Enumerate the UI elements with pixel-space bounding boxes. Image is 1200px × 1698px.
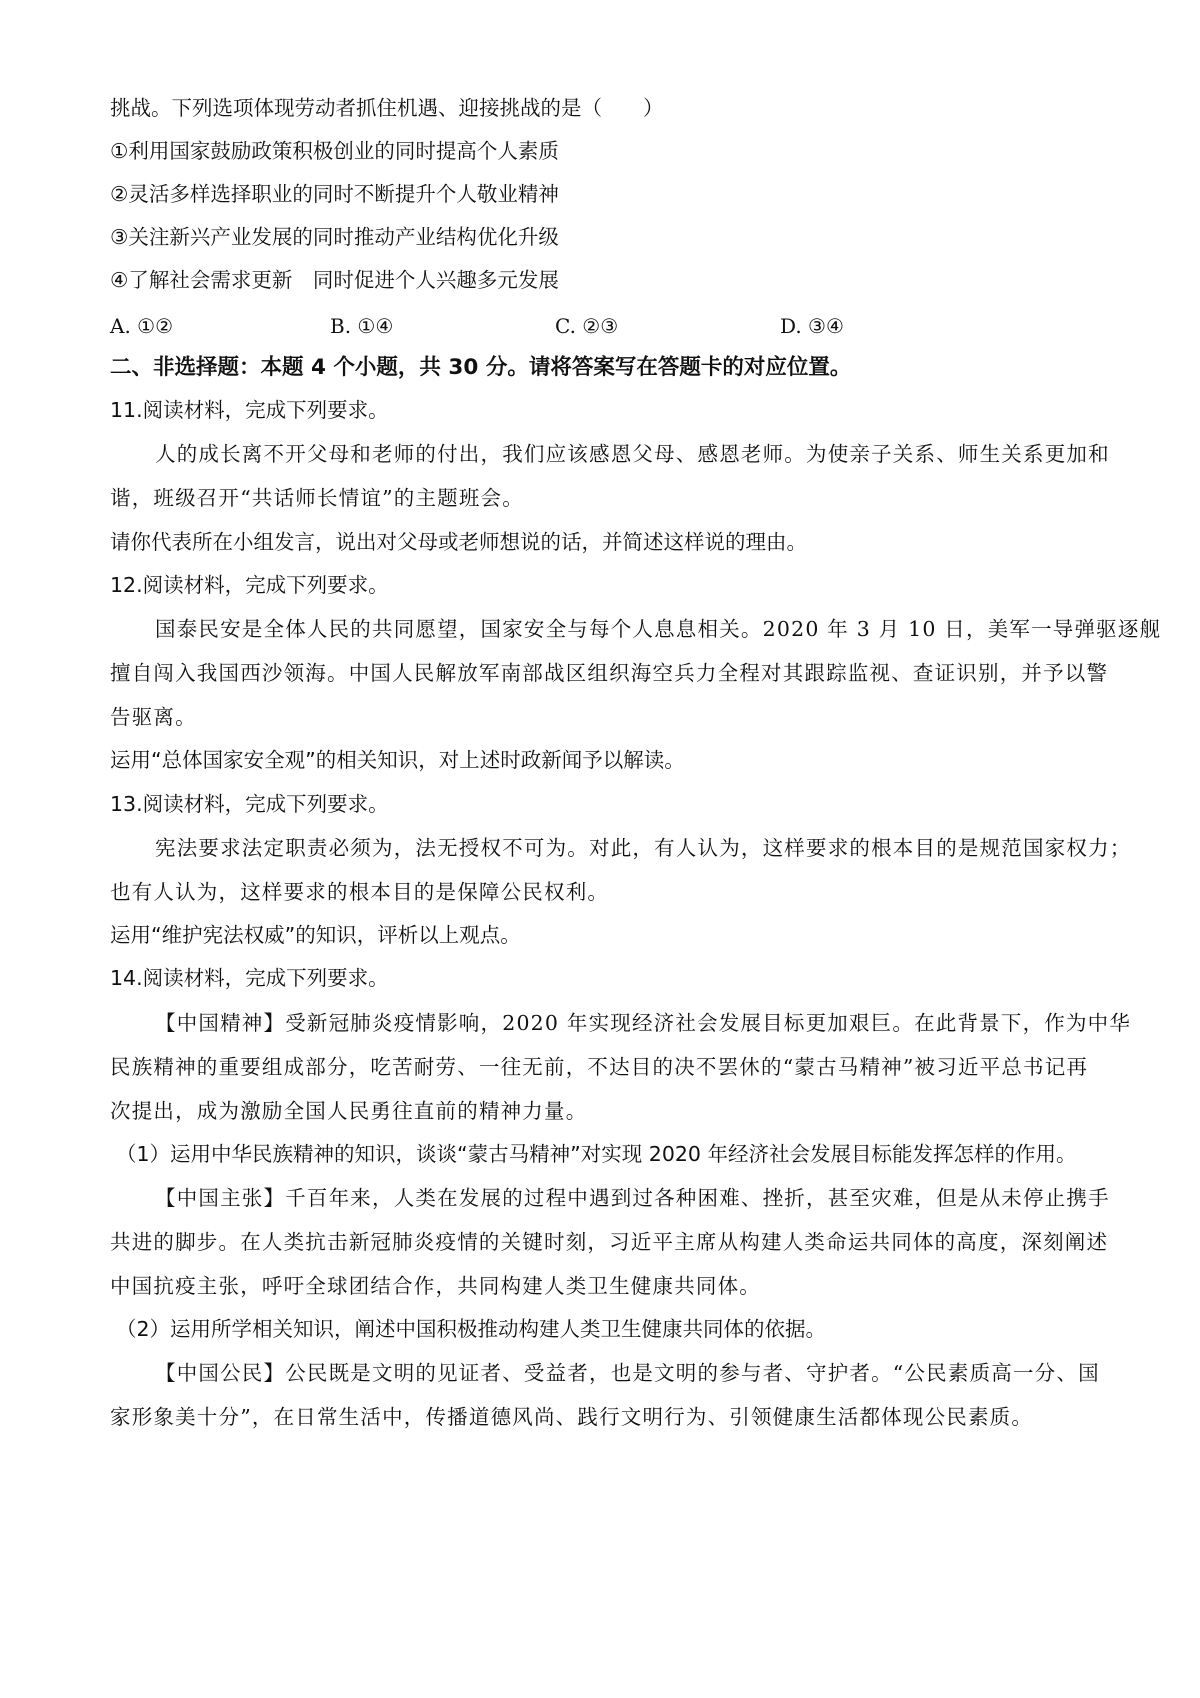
q10-option-c: C. ②③ [555, 314, 619, 338]
q10-option-d: D. ③④ [780, 314, 844, 338]
q14-title: 14.阅读材料，完成下列要求。 [110, 966, 389, 990]
q14-proposal-line: 中国抗疫主张，呼吁全球团结合作，共同构建人类卫生健康共同体。 [110, 1274, 761, 1298]
q10-statement: ④了解社会需求更新 同时促进个人兴趣多元发展 [110, 268, 559, 292]
q14-spirit-line: 民族精神的重要组成部分，吃苦耐劳、一往无前，不达目的决不罢休的“蒙古马精神”被习近平总书记再 [110, 1055, 1089, 1079]
q10-statement: ②灵活多样选择职业的同时不断提升个人敬业精神 [110, 182, 559, 206]
section-heading: 二、非选择题：本题 4 个小题，共 30 分。请将答案写在答题卡的对应位置。 [110, 355, 852, 380]
q11-material-line: 人的成长离不开父母和老师的付出，我们应该感恩父母、感恩老师。为使亲子关系、师生关系更加和 [155, 442, 1110, 466]
q12-material-line: 国泰民安是全体人民的共同愿望，国家安全与每个人息息相关。2020 年 3 月 10 日，美军一导弹驱逐舰 [155, 617, 1162, 641]
q12-title: 12.阅读材料，完成下列要求。 [110, 573, 389, 597]
q12-material-line: 告驱离。 [110, 705, 197, 729]
q10-statement: ①利用国家鼓励政策积极创业的同时提高个人素质 [110, 139, 559, 163]
q13-title: 13.阅读材料，完成下列要求。 [110, 792, 389, 816]
q12-material-line: 擅自闯入我国西沙领海。中国人民解放军南部战区组织海空兵力全程对其跟踪监视、查证识别，并予以警 [110, 661, 1109, 685]
q14-subquestion-2: （2）运用所学相关知识，阐述中国积极推动构建人类卫生健康共同体的依据。 [116, 1317, 827, 1341]
q14-spirit-line: 【中国精神】受新冠肺炎疫情影响，2020 年实现经济社会发展目标更加艰巨。在此背景下，作为中华 [155, 1011, 1132, 1035]
q13-material-line: 宪法要求法定职责必须为，法无授权不可为。对此，有人认为，这样要求的根本目的是规范国家权力； [155, 836, 1132, 860]
q13-task: 运用“维护宪法权威”的知识，评析以上观点。 [110, 923, 521, 947]
q10-stem: 挑战。下列选项体现劳动者抓住机遇、迎接挑战的是（ ） [110, 96, 664, 120]
q11-title: 11.阅读材料，完成下列要求。 [110, 398, 389, 422]
q11-task: 请你代表所在小组发言，说出对父母或老师想说的话，并简述这样说的理由。 [110, 530, 807, 554]
q14-subquestion-1: （1）运用中华民族精神的知识，谈谈“蒙古马精神”对实现 2020 年经济社会发展目标能发挥怎样的作用。 [116, 1142, 1077, 1166]
q12-task: 运用“总体国家安全观”的相关知识，对上述时政新闻予以解读。 [110, 748, 685, 772]
q14-proposal-line: 【中国主张】千百年来，人类在发展的过程中遇到过各种困难、挫折，甚至灾难，但是从未停止携手 [155, 1186, 1110, 1210]
q13-material-line: 也有人认为，这样要求的根本目的是保障公民权利。 [110, 880, 610, 904]
q10-option-a: A. ①② [110, 314, 174, 338]
q10-statement: ③关注新兴产业发展的同时推动产业结构优化升级 [110, 225, 559, 249]
q14-spirit-line: 次提出，成为激励全国人民勇往直前的精神力量。 [110, 1099, 588, 1123]
q11-material-line: 谐，班级召开“共话师长情谊”的主题班会。 [110, 486, 524, 510]
q10-option-b: B. ①④ [330, 314, 394, 338]
q14-citizen-line: 【中国公民】公民既是文明的见证者、受益者，也是文明的参与者、守护者。“公民素质高一分、国 [155, 1361, 1100, 1385]
q14-proposal-line: 共进的脚步。在人类抗击新冠肺炎疫情的关键时刻，习近平主席从构建人类命运共同体的高度，深刻阐述 [110, 1230, 1109, 1254]
q14-citizen-line: 家形象美十分”，在日常生活中，传播道德风尚、践行文明行为、引领健康生活都体现公民素质。 [110, 1405, 1034, 1429]
